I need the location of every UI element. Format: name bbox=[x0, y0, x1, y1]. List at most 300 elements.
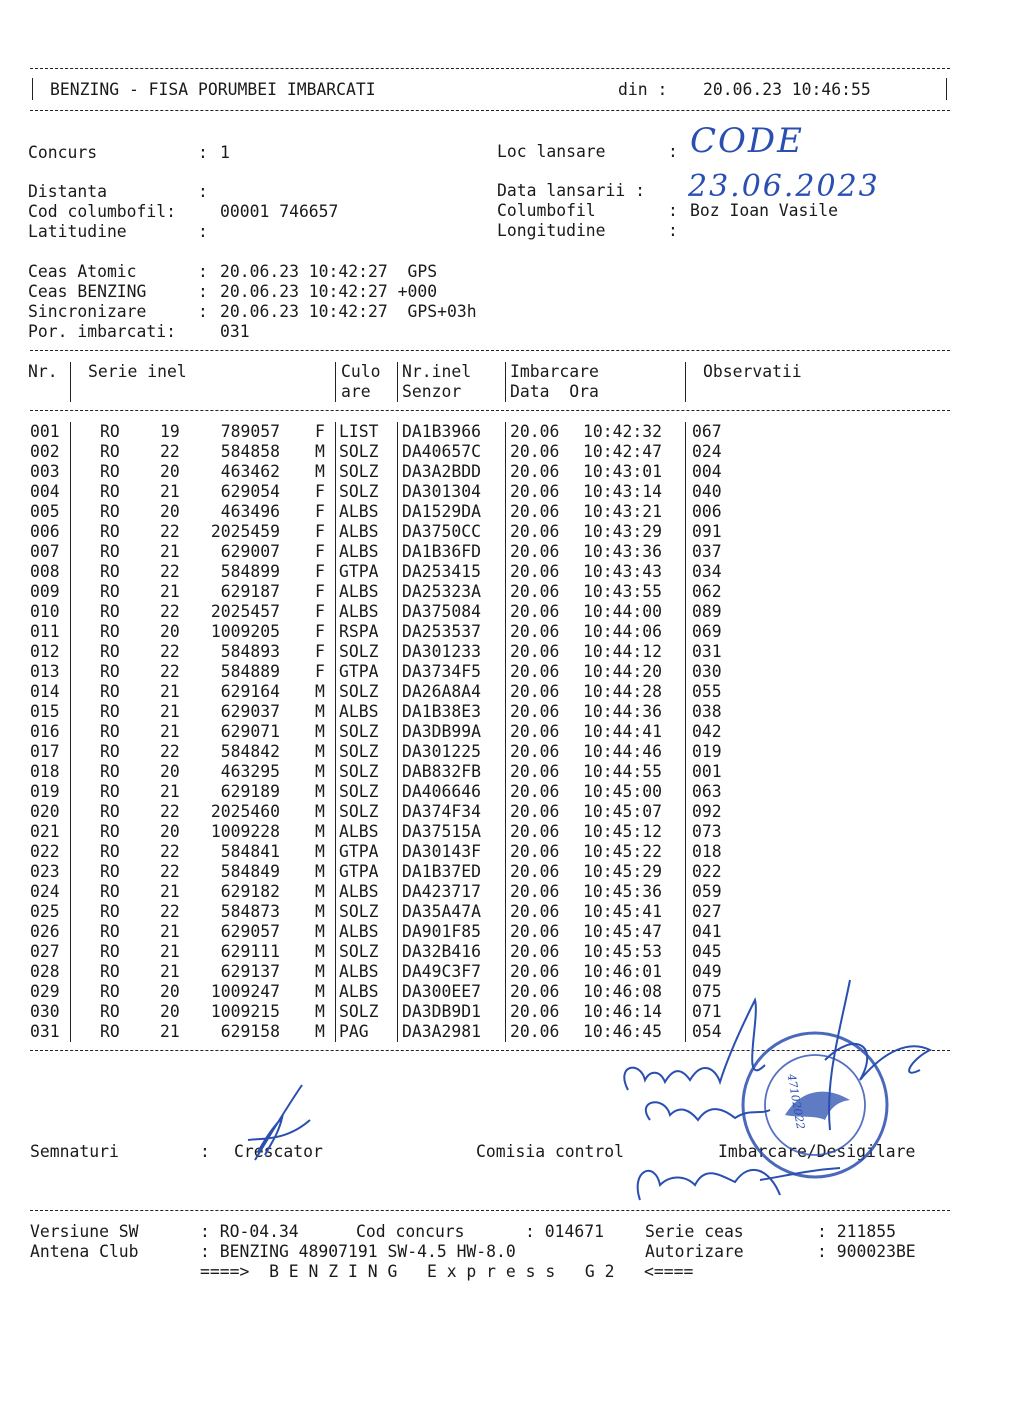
cell-date: 20.06 bbox=[510, 422, 560, 441]
cell-country: RO bbox=[100, 762, 120, 781]
cell-color: RSPA bbox=[339, 622, 379, 641]
cell-time: 10:45:29 bbox=[583, 862, 662, 881]
body-sep-2 bbox=[335, 422, 336, 1042]
cell-date: 20.06 bbox=[510, 922, 560, 941]
cod-columbofil-value: 00001 746657 bbox=[220, 202, 339, 221]
cell-nr: 012 bbox=[30, 642, 60, 661]
cell-nr: 023 bbox=[30, 862, 60, 881]
cell-year: 21 bbox=[160, 542, 180, 561]
cell-country: RO bbox=[100, 802, 120, 821]
col-header-nr: Nr. bbox=[28, 362, 58, 381]
header-sep-3 bbox=[397, 362, 398, 402]
cell-sensor: DA423717 bbox=[402, 882, 481, 901]
header-sep-1 bbox=[70, 362, 71, 402]
cell-color: SOLZ bbox=[339, 902, 379, 921]
cell-time: 10:46:01 bbox=[583, 962, 662, 981]
cell-country: RO bbox=[100, 742, 120, 761]
cell-country: RO bbox=[100, 582, 120, 601]
cell-color: SOLZ bbox=[339, 762, 379, 781]
cell-sensor: DA30143F bbox=[402, 842, 481, 861]
cell-color: GTPA bbox=[339, 842, 379, 861]
cell-sensor: DA1B36FD bbox=[402, 542, 481, 561]
table-header-divider bbox=[30, 410, 950, 411]
cell-ring: 629111 bbox=[220, 942, 280, 961]
latitudine-colon: : bbox=[198, 222, 208, 241]
cell-sensor: DA37515A bbox=[402, 822, 481, 841]
ceas-benzing-label: Ceas BENZING bbox=[28, 282, 147, 301]
cell-obs: 027 bbox=[692, 902, 722, 921]
cod-concurs-value: : 014671 bbox=[525, 1222, 604, 1241]
cell-date: 20.06 bbox=[510, 1002, 560, 1021]
cell-obs: 037 bbox=[692, 542, 722, 561]
cell-sex: M bbox=[315, 942, 325, 961]
cell-sensor: DA3DB9D1 bbox=[402, 1002, 481, 1021]
cell-sensor: DA1B37ED bbox=[402, 862, 481, 881]
cell-sensor: DA3734F5 bbox=[402, 662, 481, 681]
loc-lansare-colon: : bbox=[668, 142, 678, 161]
cell-sex: F bbox=[315, 622, 325, 641]
distanta-colon: : bbox=[198, 182, 208, 201]
antena-club-label: Antena Club bbox=[30, 1242, 139, 1261]
cell-sex: M bbox=[315, 1002, 325, 1021]
body-sep-3 bbox=[397, 422, 398, 1042]
cell-time: 10:45:36 bbox=[583, 882, 662, 901]
cell-color: ALBS bbox=[339, 542, 379, 561]
cell-date: 20.06 bbox=[510, 722, 560, 741]
autorizare-label: Autorizare bbox=[645, 1242, 744, 1261]
cell-time: 10:42:47 bbox=[583, 442, 662, 461]
cell-time: 10:45:12 bbox=[583, 822, 662, 841]
cell-obs: 038 bbox=[692, 702, 722, 721]
cell-country: RO bbox=[100, 422, 120, 441]
cell-ring: 1009247 bbox=[210, 982, 280, 1001]
columbofil-colon: : bbox=[668, 201, 678, 220]
cell-date: 20.06 bbox=[510, 802, 560, 821]
cell-time: 10:45:22 bbox=[583, 842, 662, 861]
data-lansarii-label: Data lansarii : bbox=[497, 181, 646, 200]
cell-sensor: DA3A2BDD bbox=[402, 462, 481, 481]
cell-obs: 004 bbox=[692, 462, 722, 481]
cell-sensor: DA300EE7 bbox=[402, 982, 481, 1001]
cell-ring: 629057 bbox=[220, 922, 280, 941]
cell-year: 20 bbox=[160, 462, 180, 481]
cell-ring: 629137 bbox=[220, 962, 280, 981]
cell-sex: M bbox=[315, 722, 325, 741]
cell-time: 10:43:29 bbox=[583, 522, 662, 541]
cell-sensor: DA1B38E3 bbox=[402, 702, 481, 721]
body-sep-1 bbox=[70, 422, 71, 1042]
cell-year: 22 bbox=[160, 442, 180, 461]
cell-year: 22 bbox=[160, 562, 180, 581]
cell-country: RO bbox=[100, 882, 120, 901]
sincronizare-label: Sincronizare bbox=[28, 302, 147, 321]
cell-sex: M bbox=[315, 862, 325, 881]
ceas-atomic-value: 20.06.23 10:42:27 GPS bbox=[220, 262, 438, 281]
cell-ring: 629164 bbox=[220, 682, 280, 701]
cell-country: RO bbox=[100, 442, 120, 461]
crescator-signature bbox=[230, 1080, 340, 1170]
cell-obs: 031 bbox=[692, 642, 722, 661]
cell-time: 10:46:45 bbox=[583, 1022, 662, 1041]
cell-obs: 092 bbox=[692, 802, 722, 821]
cell-country: RO bbox=[100, 522, 120, 541]
cell-time: 10:44:20 bbox=[583, 662, 662, 681]
cell-year: 21 bbox=[160, 922, 180, 941]
cell-nr: 004 bbox=[30, 482, 60, 501]
cell-ring: 463462 bbox=[220, 462, 280, 481]
cell-time: 10:44:55 bbox=[583, 762, 662, 781]
signature-1 bbox=[624, 1000, 765, 1090]
cell-sensor: DA253537 bbox=[402, 622, 481, 641]
cell-nr: 022 bbox=[30, 842, 60, 861]
cell-nr: 014 bbox=[30, 682, 60, 701]
cell-obs: 069 bbox=[692, 622, 722, 641]
din-value: 20.06.23 10:46:55 bbox=[703, 80, 871, 99]
cell-year: 21 bbox=[160, 1022, 180, 1041]
cell-ring: 2025457 bbox=[210, 602, 280, 621]
cell-time: 10:44:41 bbox=[583, 722, 662, 741]
cell-nr: 026 bbox=[30, 922, 60, 941]
cell-sensor: DA374F34 bbox=[402, 802, 481, 821]
cell-ring: 629189 bbox=[220, 782, 280, 801]
cell-obs: 073 bbox=[692, 822, 722, 841]
cell-time: 10:46:14 bbox=[583, 1002, 662, 1021]
cell-country: RO bbox=[100, 682, 120, 701]
cell-ring: 584849 bbox=[220, 862, 280, 881]
cell-nr: 001 bbox=[30, 422, 60, 441]
cell-year: 22 bbox=[160, 802, 180, 821]
cell-time: 10:44:06 bbox=[583, 622, 662, 641]
cell-sensor: DA301233 bbox=[402, 642, 481, 661]
cell-ring: 584899 bbox=[220, 562, 280, 581]
ceas-benzing-colon: : bbox=[198, 282, 208, 301]
document-title: BENZING - FISA PORUMBEI IMBARCATI bbox=[50, 80, 376, 99]
cell-date: 20.06 bbox=[510, 442, 560, 461]
cell-obs: 018 bbox=[692, 842, 722, 861]
cell-year: 20 bbox=[160, 762, 180, 781]
cell-color: ALBS bbox=[339, 602, 379, 621]
body-sep-5 bbox=[685, 422, 686, 1042]
cell-date: 20.06 bbox=[510, 882, 560, 901]
header-sep-2 bbox=[335, 362, 336, 402]
cell-sex: M bbox=[315, 922, 325, 941]
cell-year: 20 bbox=[160, 982, 180, 1001]
cell-ring: 463496 bbox=[220, 502, 280, 521]
cell-color: SOLZ bbox=[339, 1002, 379, 1021]
por-imbarcati-value: 031 bbox=[220, 322, 250, 341]
cell-sensor: DA32B416 bbox=[402, 942, 481, 961]
cell-country: RO bbox=[100, 462, 120, 481]
cell-obs: 071 bbox=[692, 1002, 722, 1021]
cell-sex: M bbox=[315, 902, 325, 921]
versiune-sw-label: Versiune SW bbox=[30, 1222, 139, 1241]
cell-sensor: DAB832FB bbox=[402, 762, 481, 781]
table-top-divider bbox=[30, 350, 950, 351]
handwritten-loc: CODE bbox=[690, 121, 804, 161]
cell-time: 10:43:21 bbox=[583, 502, 662, 521]
cell-year: 22 bbox=[160, 742, 180, 761]
cell-ring: 2025460 bbox=[210, 802, 280, 821]
cell-obs: 075 bbox=[692, 982, 722, 1001]
cell-date: 20.06 bbox=[510, 822, 560, 841]
cell-sex: F bbox=[315, 422, 325, 441]
cell-color: ALBS bbox=[339, 582, 379, 601]
cell-time: 10:45:53 bbox=[583, 942, 662, 961]
cell-nr: 017 bbox=[30, 742, 60, 761]
cell-nr: 013 bbox=[30, 662, 60, 681]
cell-color: SOLZ bbox=[339, 442, 379, 461]
cell-obs: 030 bbox=[692, 662, 722, 681]
cell-country: RO bbox=[100, 942, 120, 961]
cell-time: 10:44:28 bbox=[583, 682, 662, 701]
cell-date: 20.06 bbox=[510, 562, 560, 581]
header-right-bar bbox=[946, 78, 947, 100]
cell-obs: 041 bbox=[692, 922, 722, 941]
cell-country: RO bbox=[100, 542, 120, 561]
handwritten-date: 23.06.2023 bbox=[688, 169, 880, 204]
cell-country: RO bbox=[100, 902, 120, 921]
cell-year: 22 bbox=[160, 642, 180, 661]
cod-columbofil-label: Cod columbofil: bbox=[28, 202, 177, 221]
cell-obs: 055 bbox=[692, 682, 722, 701]
latitudine-label: Latitudine bbox=[28, 222, 127, 241]
semnaturi-label: Semnaturi bbox=[30, 1142, 119, 1161]
cell-nr: 002 bbox=[30, 442, 60, 461]
cell-obs: 040 bbox=[692, 482, 722, 501]
cell-sex: F bbox=[315, 582, 325, 601]
cell-nr: 019 bbox=[30, 782, 60, 801]
cell-sensor: DA3DB99A bbox=[402, 722, 481, 741]
cell-color: GTPA bbox=[339, 662, 379, 681]
cell-ring: 584893 bbox=[220, 642, 280, 661]
cell-date: 20.06 bbox=[510, 1022, 560, 1041]
cell-date: 20.06 bbox=[510, 902, 560, 921]
cell-nr: 018 bbox=[30, 762, 60, 781]
cell-color: LIST bbox=[339, 422, 379, 441]
cell-date: 20.06 bbox=[510, 462, 560, 481]
concurs-label: Concurs bbox=[28, 143, 98, 162]
cell-color: ALBS bbox=[339, 822, 379, 841]
cell-obs: 042 bbox=[692, 722, 722, 741]
cell-sex: M bbox=[315, 682, 325, 701]
col-header-culoare-1: Culo bbox=[341, 362, 381, 381]
cod-concurs-label: Cod concurs bbox=[356, 1222, 465, 1241]
cell-country: RO bbox=[100, 842, 120, 861]
cell-ring: 584858 bbox=[220, 442, 280, 461]
cell-sensor: DA301304 bbox=[402, 482, 481, 501]
cell-sensor: DA26A8A4 bbox=[402, 682, 481, 701]
cell-nr: 021 bbox=[30, 822, 60, 841]
semnaturi-colon: : bbox=[200, 1142, 210, 1161]
cell-ring: 584842 bbox=[220, 742, 280, 761]
col-header-nrinel-2: Senzor bbox=[402, 382, 462, 401]
cell-year: 20 bbox=[160, 822, 180, 841]
crescator-label: Crescator bbox=[234, 1142, 323, 1161]
cell-time: 10:45:07 bbox=[583, 802, 662, 821]
cell-country: RO bbox=[100, 662, 120, 681]
columbofil-label: Columbofil bbox=[497, 201, 596, 220]
cell-sensor: DA3750CC bbox=[402, 522, 481, 541]
cell-obs: 062 bbox=[692, 582, 722, 601]
versiune-sw-value: : RO-04.34 bbox=[200, 1222, 299, 1241]
cell-date: 20.06 bbox=[510, 542, 560, 561]
cell-date: 20.06 bbox=[510, 622, 560, 641]
cell-nr: 006 bbox=[30, 522, 60, 541]
footer-divider bbox=[30, 1210, 950, 1211]
cell-obs: 063 bbox=[692, 782, 722, 801]
cell-country: RO bbox=[100, 482, 120, 501]
cell-sex: F bbox=[315, 642, 325, 661]
cell-year: 19 bbox=[160, 422, 180, 441]
cell-date: 20.06 bbox=[510, 942, 560, 961]
cell-country: RO bbox=[100, 502, 120, 521]
cell-sex: M bbox=[315, 462, 325, 481]
cell-sex: M bbox=[315, 882, 325, 901]
cell-ring: 629158 bbox=[220, 1022, 280, 1041]
cell-time: 10:46:08 bbox=[583, 982, 662, 1001]
cell-time: 10:43:36 bbox=[583, 542, 662, 561]
cell-nr: 007 bbox=[30, 542, 60, 561]
cell-date: 20.06 bbox=[510, 762, 560, 781]
cell-obs: 067 bbox=[692, 422, 722, 441]
ceas-atomic-colon: : bbox=[198, 262, 208, 281]
col-header-observatii: Observatii bbox=[703, 362, 802, 381]
cell-ring: 584873 bbox=[220, 902, 280, 921]
header-left-bar bbox=[32, 78, 33, 100]
cell-country: RO bbox=[100, 602, 120, 621]
cell-nr: 029 bbox=[30, 982, 60, 1001]
cell-ring: 2025459 bbox=[210, 522, 280, 541]
cell-obs: 022 bbox=[692, 862, 722, 881]
cell-nr: 008 bbox=[30, 562, 60, 581]
cell-color: ALBS bbox=[339, 522, 379, 541]
cell-time: 10:44:46 bbox=[583, 742, 662, 761]
header-sep-5 bbox=[685, 362, 686, 402]
cell-date: 20.06 bbox=[510, 742, 560, 761]
cell-sex: M bbox=[315, 962, 325, 981]
cell-year: 22 bbox=[160, 522, 180, 541]
cell-country: RO bbox=[100, 782, 120, 801]
cell-sex: F bbox=[315, 562, 325, 581]
cell-year: 21 bbox=[160, 482, 180, 501]
stamp-code: 47102022 bbox=[784, 1072, 808, 1131]
cell-date: 20.06 bbox=[510, 482, 560, 501]
cell-year: 21 bbox=[160, 702, 180, 721]
cell-nr: 015 bbox=[30, 702, 60, 721]
columbofil-value: Boz Ioan Vasile bbox=[690, 201, 839, 220]
committee-signatures-stamp bbox=[610, 970, 950, 1215]
signature-4 bbox=[825, 980, 930, 1130]
cell-sensor: DA406646 bbox=[402, 782, 481, 801]
cell-nr: 003 bbox=[30, 462, 60, 481]
top-divider bbox=[30, 68, 950, 69]
cell-obs: 059 bbox=[692, 882, 722, 901]
cell-sex: M bbox=[315, 782, 325, 801]
cell-date: 20.06 bbox=[510, 862, 560, 881]
cell-year: 21 bbox=[160, 942, 180, 961]
cell-date: 20.06 bbox=[510, 702, 560, 721]
cell-ring: 584889 bbox=[220, 662, 280, 681]
cell-year: 20 bbox=[160, 622, 180, 641]
cell-ring: 629071 bbox=[220, 722, 280, 741]
cell-sensor: DA1B3966 bbox=[402, 422, 481, 441]
serie-ceas-label: Serie ceas bbox=[645, 1222, 744, 1241]
cell-year: 21 bbox=[160, 722, 180, 741]
cell-nr: 020 bbox=[30, 802, 60, 821]
cell-sex: F bbox=[315, 522, 325, 541]
cell-obs: 049 bbox=[692, 962, 722, 981]
cell-year: 22 bbox=[160, 842, 180, 861]
sincronizare-colon: : bbox=[198, 302, 208, 321]
cell-year: 20 bbox=[160, 1002, 180, 1021]
cell-country: RO bbox=[100, 962, 120, 981]
cell-sex: M bbox=[315, 842, 325, 861]
cell-obs: 024 bbox=[692, 442, 722, 461]
cell-ring: 463295 bbox=[220, 762, 280, 781]
concurs-colon: : bbox=[198, 143, 208, 162]
cell-color: SOLZ bbox=[339, 942, 379, 961]
cell-year: 21 bbox=[160, 582, 180, 601]
benzing-express-banner: ====> B E N Z I N G E x p r e s s G 2 <==== bbox=[200, 1262, 694, 1281]
cell-country: RO bbox=[100, 1022, 120, 1041]
cell-ring: 629007 bbox=[220, 542, 280, 561]
cell-nr: 016 bbox=[30, 722, 60, 741]
comisia-control-label: Comisia control bbox=[476, 1142, 625, 1161]
cell-ring: 629182 bbox=[220, 882, 280, 901]
cell-sensor: DA49C3F7 bbox=[402, 962, 481, 981]
cell-sex: M bbox=[315, 1022, 325, 1041]
cell-color: SOLZ bbox=[339, 682, 379, 701]
cell-sex: F bbox=[315, 502, 325, 521]
cell-country: RO bbox=[100, 1002, 120, 1021]
concurs-value: 1 bbox=[220, 143, 230, 162]
longitudine-colon: : bbox=[668, 221, 678, 240]
cell-color: SOLZ bbox=[339, 462, 379, 481]
cell-nr: 028 bbox=[30, 962, 60, 981]
cell-color: ALBS bbox=[339, 982, 379, 1001]
cell-time: 10:44:36 bbox=[583, 702, 662, 721]
cell-date: 20.06 bbox=[510, 642, 560, 661]
cell-year: 22 bbox=[160, 662, 180, 681]
cell-country: RO bbox=[100, 702, 120, 721]
cell-time: 10:44:00 bbox=[583, 602, 662, 621]
cell-ring: 629037 bbox=[220, 702, 280, 721]
cell-sex: F bbox=[315, 602, 325, 621]
cell-sensor: DA25323A bbox=[402, 582, 481, 601]
cell-color: GTPA bbox=[339, 862, 379, 881]
cell-color: ALBS bbox=[339, 702, 379, 721]
cell-color: GTPA bbox=[339, 562, 379, 581]
handwritten-launch-info bbox=[680, 110, 940, 205]
loc-lansare-label: Loc lansare bbox=[497, 142, 606, 161]
cell-time: 10:45:41 bbox=[583, 902, 662, 921]
cell-color: ALBS bbox=[339, 962, 379, 981]
cell-country: RO bbox=[100, 562, 120, 581]
cell-time: 10:43:14 bbox=[583, 482, 662, 501]
cell-time: 10:42:32 bbox=[583, 422, 662, 441]
cell-sensor: DA301225 bbox=[402, 742, 481, 761]
cell-date: 20.06 bbox=[510, 662, 560, 681]
cell-color: SOLZ bbox=[339, 802, 379, 821]
cell-obs: 054 bbox=[692, 1022, 722, 1041]
cell-sensor: DA35A47A bbox=[402, 902, 481, 921]
cell-country: RO bbox=[100, 642, 120, 661]
cell-year: 20 bbox=[160, 502, 180, 521]
cell-nr: 030 bbox=[30, 1002, 60, 1021]
cell-sex: M bbox=[315, 442, 325, 461]
cell-obs: 006 bbox=[692, 502, 722, 521]
ceas-atomic-label: Ceas Atomic bbox=[28, 262, 137, 281]
